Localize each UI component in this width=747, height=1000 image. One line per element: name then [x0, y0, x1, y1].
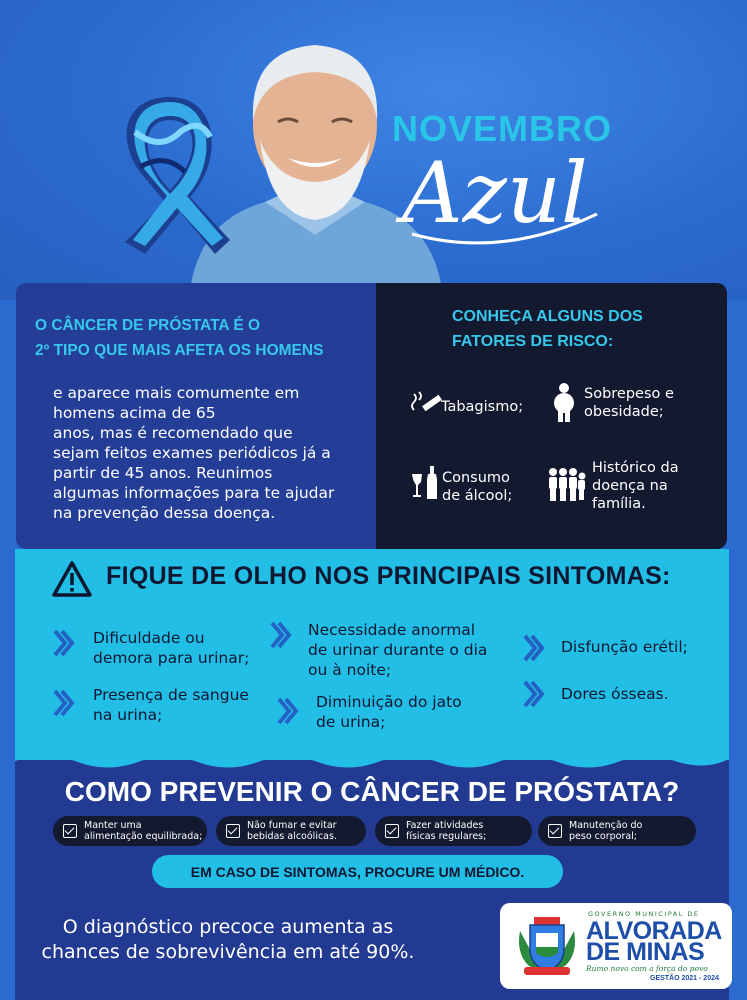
logo-name: ALVORADA DE MINAS	[586, 917, 722, 966]
symptom-item: Necessidade anormal de urinar durante o dia ou à noite;	[308, 621, 488, 679]
chevron-right-icon	[52, 688, 76, 718]
chevron-right-icon	[276, 696, 300, 726]
cigarette-icon	[410, 388, 442, 416]
prevention-tip: Não fumar e evitar bebidas alcoólicas.	[216, 816, 366, 846]
logo-term: GESTÃO 2021 - 2024	[650, 975, 719, 982]
chevron-right-icon	[52, 628, 76, 658]
risk-item-label: Tabagismo;	[441, 399, 524, 415]
overweight-person-icon	[553, 382, 575, 422]
wave-divider	[15, 745, 729, 775]
logo-top-text: GOVERNO MUNICIPAL DE	[588, 910, 700, 918]
prevention-tip: Manter uma alimentação equilibrada;	[53, 816, 207, 846]
symptom-item: Presença de sangue na urina;	[93, 686, 249, 724]
intro-heading: O CÂNCER DE PRÓSTATA É O 2º TIPO QUE MAIS AFETA OS HOMENS	[35, 317, 324, 359]
blue-ribbon-icon	[105, 92, 235, 257]
checkbox-icon	[548, 824, 562, 838]
svg-text:Azul: Azul	[402, 144, 588, 242]
symptom-item: Diminuição do jato de urina;	[316, 693, 462, 731]
symptoms-title: FIQUE DE OLHO NOS PRINCIPAIS SINTOMAS:	[106, 562, 671, 590]
checkbox-icon	[226, 824, 240, 838]
risk-heading: CONHEÇA ALGUNS DOS FATORES DE RISCO:	[452, 308, 643, 350]
checkbox-icon	[63, 824, 77, 838]
symptom-item: Dores ósseas.	[561, 685, 669, 703]
risk-item-label: Consumo de álcool;	[442, 470, 513, 504]
risk-item-label: Sobrepeso e obesidade;	[584, 386, 674, 420]
prevention-title: COMO PREVENIR O CÂNCER DE PRÓSTATA?	[64, 776, 680, 807]
see-doctor-banner: EM CASO DE SINTOMAS, PROCURE UM MÉDICO.	[152, 855, 563, 888]
chevron-right-icon	[269, 620, 293, 650]
coat-of-arms-icon	[514, 913, 580, 979]
checkbox-icon	[385, 824, 399, 838]
chevron-right-icon	[522, 633, 546, 663]
campaign-title: NOVEMBRO	[392, 108, 613, 149]
logo-slogan: Rumo novo com a força do povo	[586, 964, 708, 973]
symptom-item: Disfunção erétil;	[561, 638, 688, 656]
alcohol-icon	[411, 466, 439, 500]
intro-body: e aparece mais comumente em homens acima de 65 anos, mas é recomendado que sejam feitos exames periódicos já a partir de 45 anos. Reunimos algumas informações para te ajudar na prevenção dessa doença.	[53, 384, 335, 522]
family-icon	[546, 467, 588, 501]
symptom-item: Dificuldade ou demora para urinar;	[93, 629, 250, 667]
prevention-tip: Manutenção do peso corporal;	[538, 816, 696, 846]
chevron-right-icon	[522, 679, 546, 709]
diagnosis-note: O diagnóstico precoce aumenta as chances de sobrevivência em até 90%.	[41, 916, 415, 963]
prevention-tip: Fazer atividades físicas regulares;	[375, 816, 532, 846]
risk-item-label: Histórico da doença na família.	[592, 460, 679, 512]
campaign-script-title	[392, 134, 607, 264]
warning-icon	[52, 561, 92, 597]
